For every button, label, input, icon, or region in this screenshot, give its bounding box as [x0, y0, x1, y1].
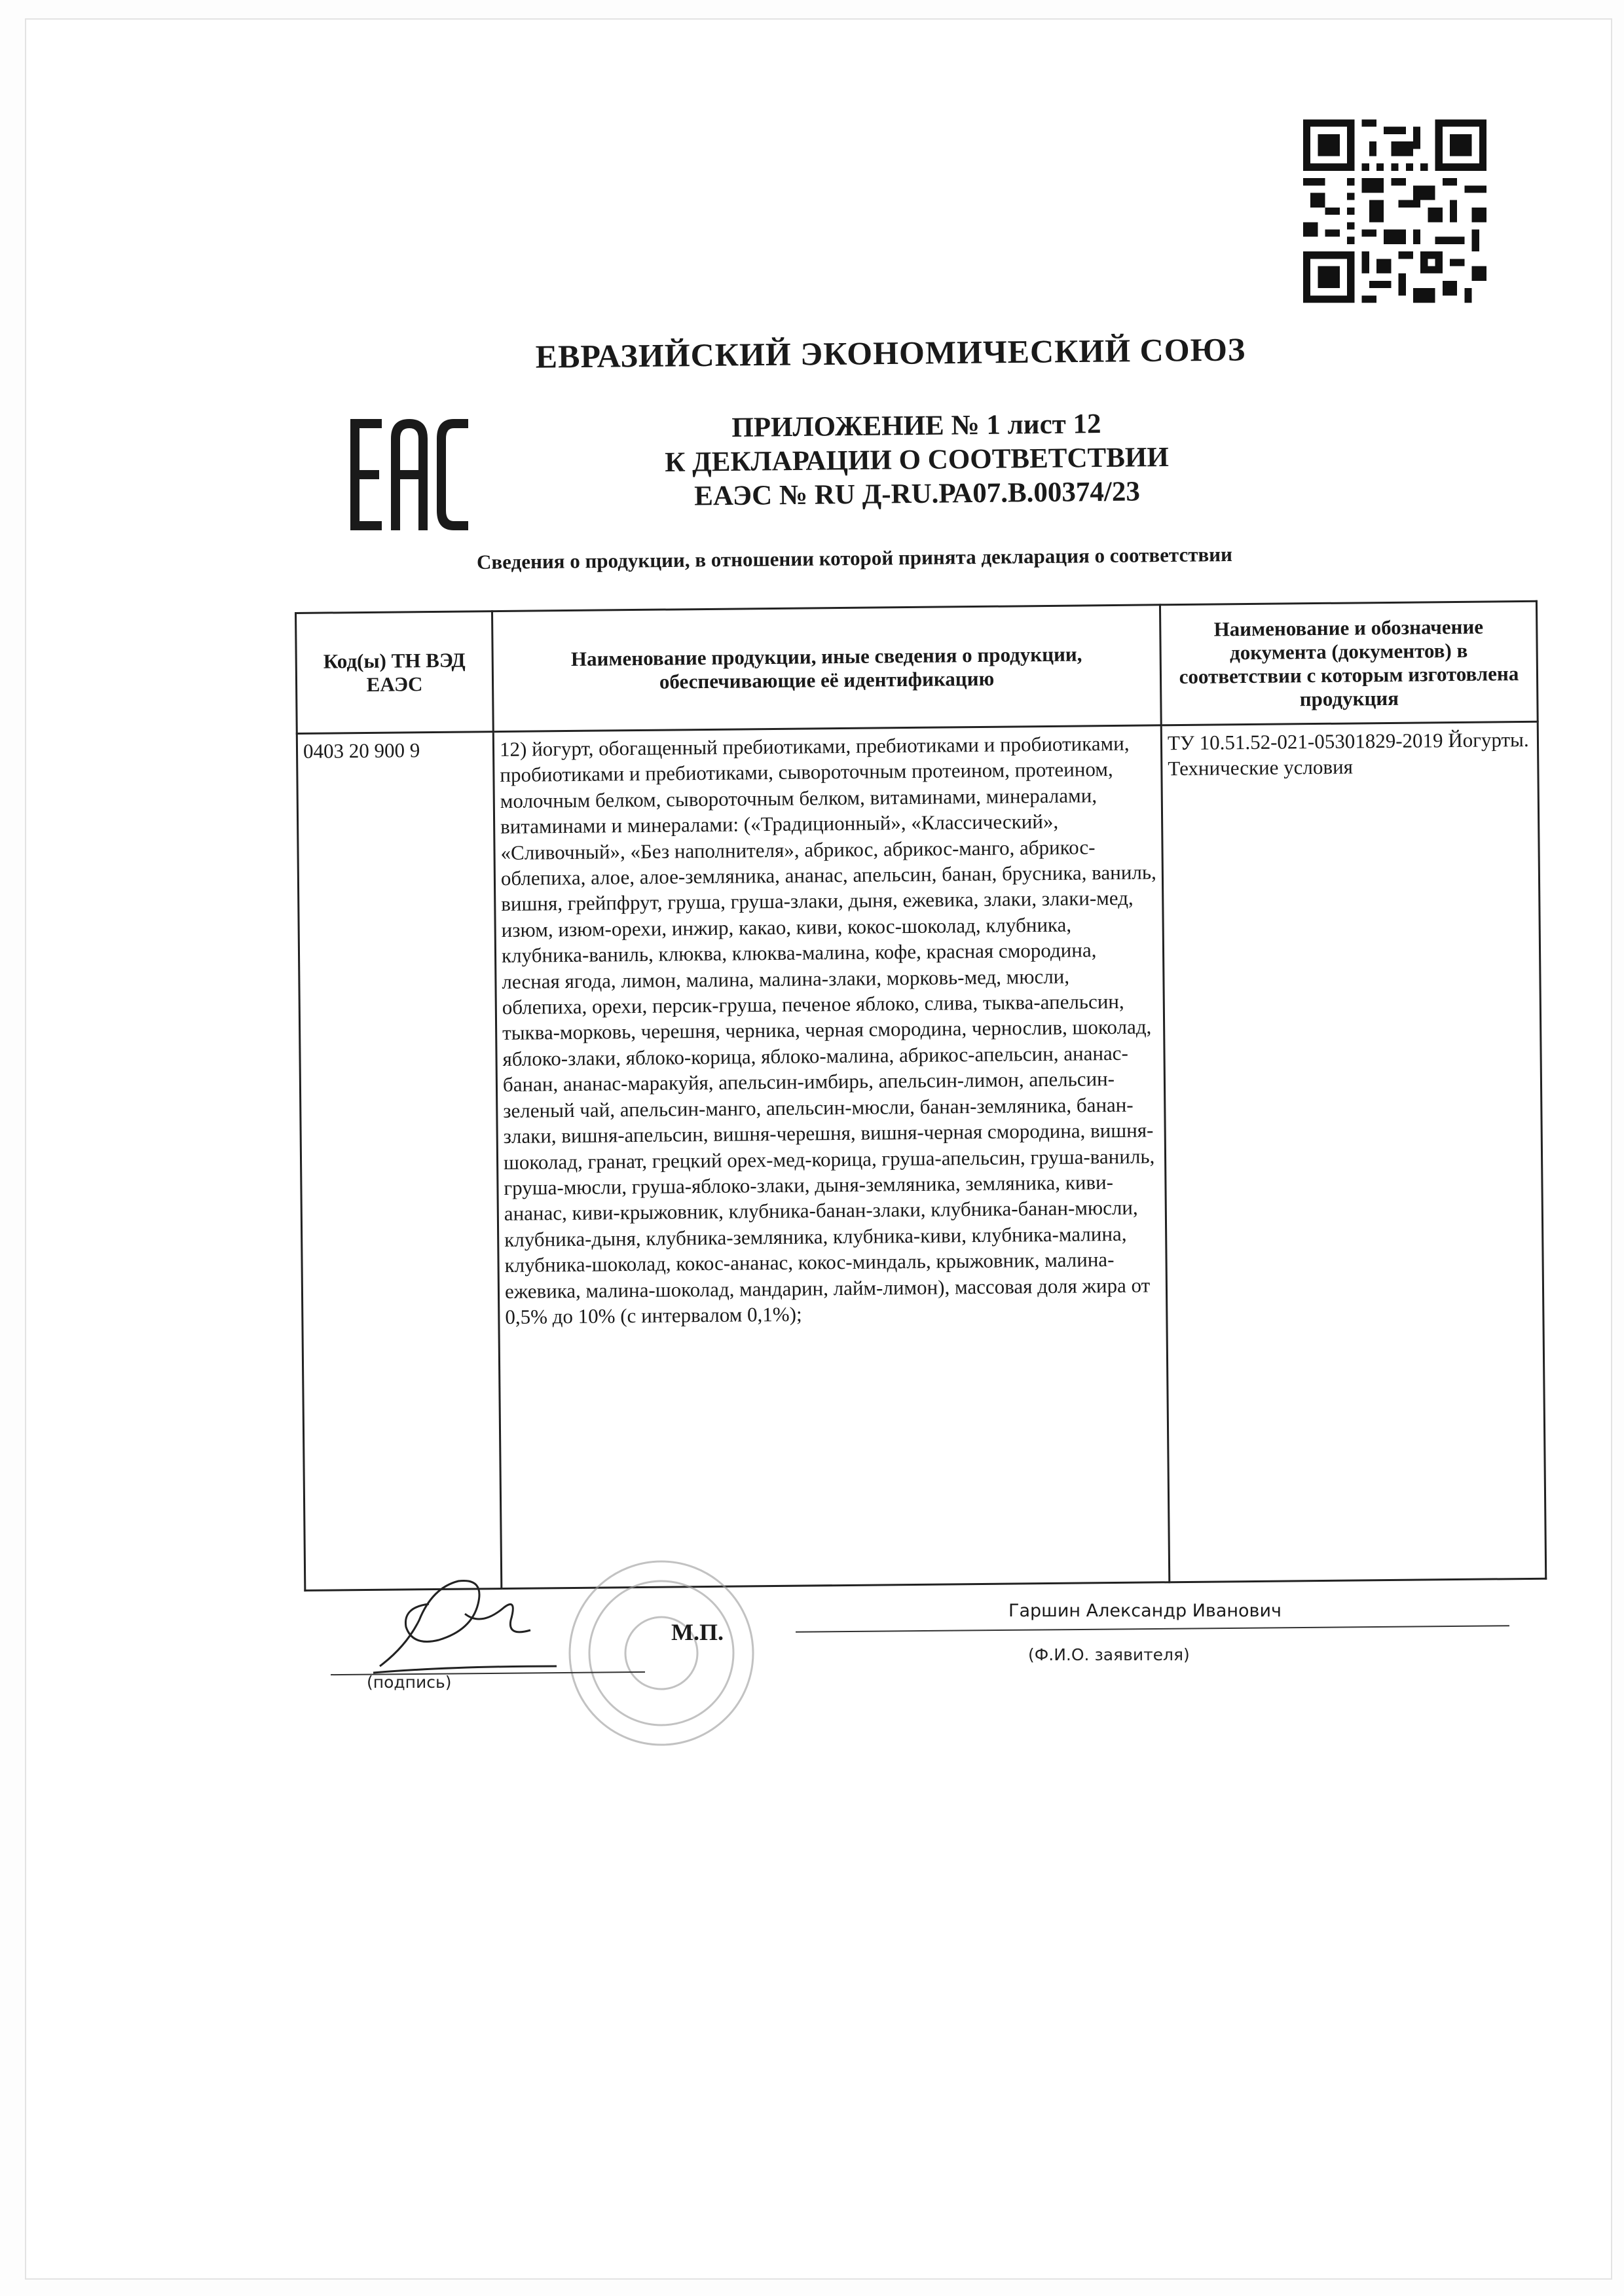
signature-caption: (подпись): [367, 1673, 452, 1692]
appendix-line-3: ЕАЭС № RU Д-RU.РА07.В.00374/23: [693, 476, 1141, 512]
appendix-line-2: К ДЕКЛАРАЦИИ О СООТВЕТСТВИИ: [664, 441, 1170, 479]
qr-code-icon: [1303, 115, 1486, 308]
header-code: Код(ы) ТН ВЭД ЕАЭС: [296, 611, 494, 734]
seal-label: М.П.: [671, 1619, 724, 1645]
applicant-caption: (Ф.И.О. заявителя): [1028, 1645, 1190, 1664]
table-row: [297, 721, 1545, 1590]
table-header-row: [296, 601, 1538, 733]
product-table: [295, 600, 1547, 1592]
cell-code: 0403 20 900 9: [297, 732, 502, 1591]
eac-logo: [350, 419, 468, 530]
cell-document: ТУ 10.51.52-021-05301829-2019 Йогурты. Технические условия: [1161, 721, 1546, 1582]
union-title: ЕВРАЗИЙСКИЙ ЭКОНОМИЧЕСКИЙ СОЮЗ: [535, 331, 1246, 375]
header-standard-document: Наименование и обозначение документа (документов) в соответствии с которым изготовлена продукция: [1160, 601, 1538, 725]
cell-description: 12) йогурт, обогащенный пребиотиками, пребиотиками и пробиотиками, пробиотиками и пребиотиками, сывороточным протеином, протеином, молочным белком, сывороточным белком, витаминами, минералами, витаминами и минералами: («Традиционный», «Классический», «Сливочный», «Без наполнителя», абрикос, абрикос-манго, абрикос-облепиха, алое, алое-земляника, ананас, апельсин, банан, брусника, ваниль, вишня, грейпфрут, груша, груша-злаки, дыня, ежевика, злаки, злаки-мед, изюм, изюм-орехи, инжир, какао, киви, кокос-шоколад, клубника, клубника-ваниль, клюква, клюква-малина, кофе, красная смородина, лесная ягода, лимон, малина, малина-злаки, морковь-мед, мюсли, облепиха, орехи, персик-груша, печеное яблоко, слива, тыква-апельсин, тыква-морковь, черешня, черника, черная смородина, чернослив, шоколад, яблоко-злаки, яблоко-корица, яблоко-малина, абрикос-апельсин, ананас-банан, ананас-маракуйя, апельсин-имбирь, апельсин-лимон, апельсин-зеленый чай, апельсин-манго, апельсин-мюсли, банан-земляника, банан-злаки, вишня-апельсин, вишня-черешня, вишня-черная смородина, вишня-шоколад, гранат, грецкий орех-мед-корица, груша-апельсин, груша-ваниль, груша-мюсли, груша-яблоко-злаки, дыня-земляника, земляника, киви-ананас, киви-крыжовник, клубника-банан-злаки, клубника-банан-мюсли, клубника-дыня, клубника-земляника, клубника-киви, клубника-малина, клубника-шоколад, кокос-ананас, кокос-миндаль, крыжовник, малина-ежевика, малина-шоколад, мандарин, лайм-лимон), массовая доля жира от 0,5% до 10% (с интервалом 0,1%);: [493, 725, 1170, 1589]
appendix-line-1: ПРИЛОЖЕНИЕ № 1 лист 12: [731, 409, 1101, 443]
product-info-line: Сведения о продукции, в отношении которой принята декларация о соответствии: [476, 542, 1233, 574]
appendix-heading: [523, 405, 1310, 516]
header-product-name: Наименование продукции, иные сведения о продукции, обеспечивающие её идентификацию: [492, 605, 1162, 732]
applicant-name: Гаршин Александр Иванович: [1008, 1601, 1282, 1621]
